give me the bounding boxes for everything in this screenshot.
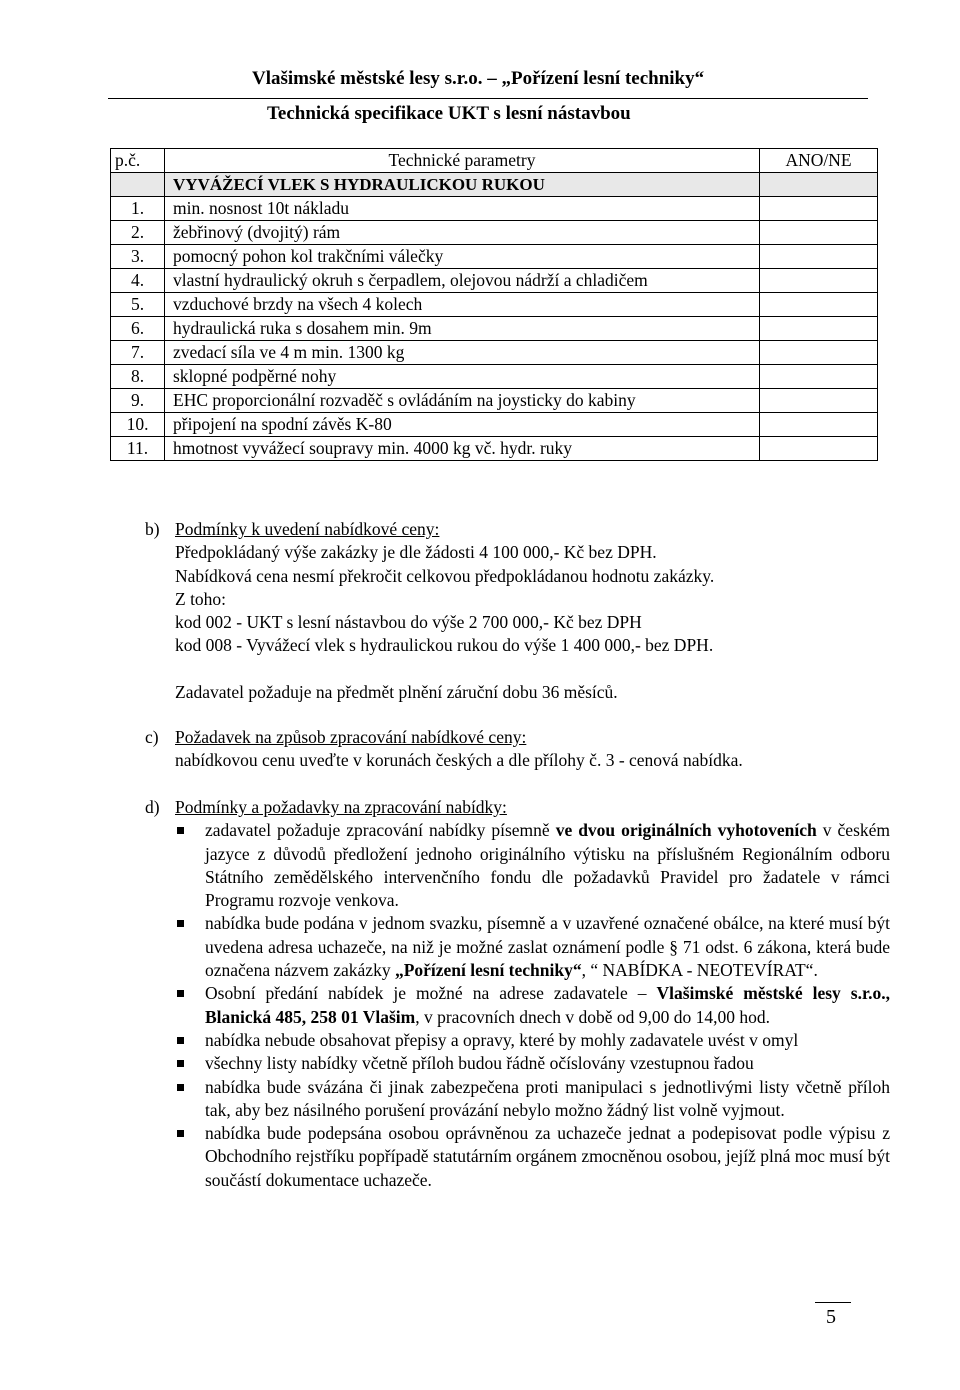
bullet-icon [177,827,184,834]
row-param: zvedací síla ve 4 m min. 1300 kg [165,341,760,365]
row-answer [760,269,878,293]
section-num-cell [111,173,165,197]
row-param: vlastní hydraulický okruh s čerpadlem, olejovou nádrží a chladičem [165,269,760,293]
bullet-icon [177,1037,184,1044]
row-param: vzduchové brzdy na všech 4 kolech [165,293,760,317]
table-row [111,245,878,269]
row-answer [760,245,878,269]
table-row [111,221,878,245]
section-c [145,726,890,773]
list-item: nabídka bude podána v jednom svazku, písemně a v uzavřené označené obálce, na které musí být uvedena adresa uchazeče, na niž je možné zaslat oznámení podle § 71 odst. 6 zákona, která bude označena názvem zakázky „Pořízení lesní techniky“, “ NABÍDKA - NEOTEVÍRAT“. [175,912,890,982]
row-answer [760,437,878,461]
section-b-heading: Podmínky k uvedení nabídkové ceny: [175,519,440,539]
bullet-icon [177,1060,184,1067]
spec-table-header [111,149,878,173]
section-b-line: Předpokládaný výše zakázky je dle žádosti 4 100 000,- Kč bez DPH. [175,542,657,563]
section-title: VYVÁŽECÍ VLEK S HYDRAULICKOU RUKOU [165,173,760,197]
document-title: Vlašimské městské lesy s.r.o. – „Pořízení lesní techniky“ [252,68,705,89]
list-item: nabídka bude podepsána osobou oprávněnou za uchazeče jednat a podepisovat podle výpisu z Obchodního rejstříku popřípadě statutárním orgánem zmocněnou osobou, jejíž plná moc musí být součástí dokumentace uchazeče. [175,1122,890,1192]
row-num: 5. [111,293,165,317]
list-item: zadavatel požaduje zpracování nabídky písemně ve dvou originálních vyhotoveních v českém jazyce z důvodů předložení jednoho originálního výtisku na příslušném Regionálním odboru Státního zemědělského intervenčního fondu dle požadavků Pravidel pro žadatele v rámci Programu rozvoje venkova. [175,819,890,912]
row-answer [760,293,878,317]
col-header-param: Technické parametry [165,149,760,173]
section-d [145,796,890,1192]
row-param: připojení na spodní závěs K-80 [165,413,760,437]
row-num: 11. [111,437,165,461]
row-answer [760,221,878,245]
row-num: 8. [111,365,165,389]
table-row [111,413,878,437]
table-row [111,293,878,317]
col-header-answer: ANO/NE [760,149,878,173]
row-answer [760,317,878,341]
table-row [111,341,878,365]
row-answer [760,389,878,413]
row-num: 1. [111,197,165,221]
row-param: pomocný pohon kol trakčními válečky [165,245,760,269]
table-row [111,317,878,341]
row-answer [760,197,878,221]
warranty-text: Zadavatel požaduje na předmět plnění záruční dobu 36 měsíců. [175,681,618,702]
list-item: nabídka bude svázána či jinak zabezpečena proti manipulaci s jednotlivými listy včetně příloh tak, aby bez násilného porušení provázání nebylo možno žádný list volně vyjmout. [175,1076,890,1123]
section-b-line: Nabídková cena nesmí překročit celkovou předpokládanou hodnotu zakázky. [175,565,715,586]
section-answer-cell [760,173,878,197]
row-num: 9. [111,389,165,413]
row-param: hydraulická ruka s dosahem min. 9m [165,317,760,341]
section-d-heading: Podmínky a požadavky na zpracování nabídky: [175,797,507,817]
table-row [111,389,878,413]
bullet-icon [177,1130,184,1137]
section-b [145,518,890,704]
row-answer [760,413,878,437]
header-rule [108,98,868,99]
section-b-line: Z toho: [175,588,227,609]
table-row [111,437,878,461]
row-num: 2. [111,221,165,245]
bullet-icon [177,990,184,997]
row-param: hmotnost vyvážecí soupravy min. 4000 kg vč. hydr. ruky [165,437,760,461]
table-row [111,365,878,389]
table-row [111,269,878,293]
row-num: 3. [111,245,165,269]
list-item: nabídka nebude obsahovat přepisy a opravy, které by mohly zadavatele uvést v omyl [175,1029,890,1052]
row-param: EHC proporcionální rozvaděč s ovládáním na joysticky do kabiny [165,389,760,413]
document-subtitle: Technická specifikace UKT s lesní nástavbou [267,103,631,124]
row-num: 10. [111,413,165,437]
section-d-letter: d) [145,797,160,817]
spec-section-row [111,173,878,197]
row-num: 7. [111,341,165,365]
row-param: min. nosnost 10t nákladu [165,197,760,221]
bullet-icon [177,1084,184,1091]
section-b-line: kod 002 - UKT s lesní nástavbou do výše 2 700 000,- Kč bez DPH [175,612,642,633]
section-c-line: nabídkovou cenu uveďte v korunách českých a dle přílohy č. 3 - cenová nabídka. [175,750,743,771]
page-number: 5 [826,1306,836,1328]
col-header-num: p.č. [111,149,165,173]
list-item: všechny listy nabídky včetně příloh budou řádně očíslovány vzestupnou řadou [175,1052,890,1075]
row-param: sklopné podpěrné nohy [165,365,760,389]
row-answer [760,365,878,389]
row-param: žebřinový (dvojitý) rám [165,221,760,245]
row-num: 6. [111,317,165,341]
spec-table [110,148,878,461]
section-c-letter: c) [145,727,159,747]
section-b-line: kod 008 - Vyvážecí vlek s hydraulickou rukou do výše 1 400 000,- bez DPH. [175,635,714,656]
page-number-rule [815,1302,851,1303]
section-c-heading: Požadavek na způsob zpracování nabídkové ceny: [175,727,527,747]
table-row [111,197,878,221]
row-answer [760,341,878,365]
list-item: Osobní předání nabídek je možné na adrese zadavatele – Vlašimské městské lesy s.r.o., Blanická 485, 258 01 Vlašim, v pracovních dnech v době od 9,00 do 14,00 hod. [175,982,890,1029]
row-num: 4. [111,269,165,293]
section-b-letter: b) [145,519,160,539]
bullet-icon [177,920,184,927]
requirements-list [175,819,890,1192]
